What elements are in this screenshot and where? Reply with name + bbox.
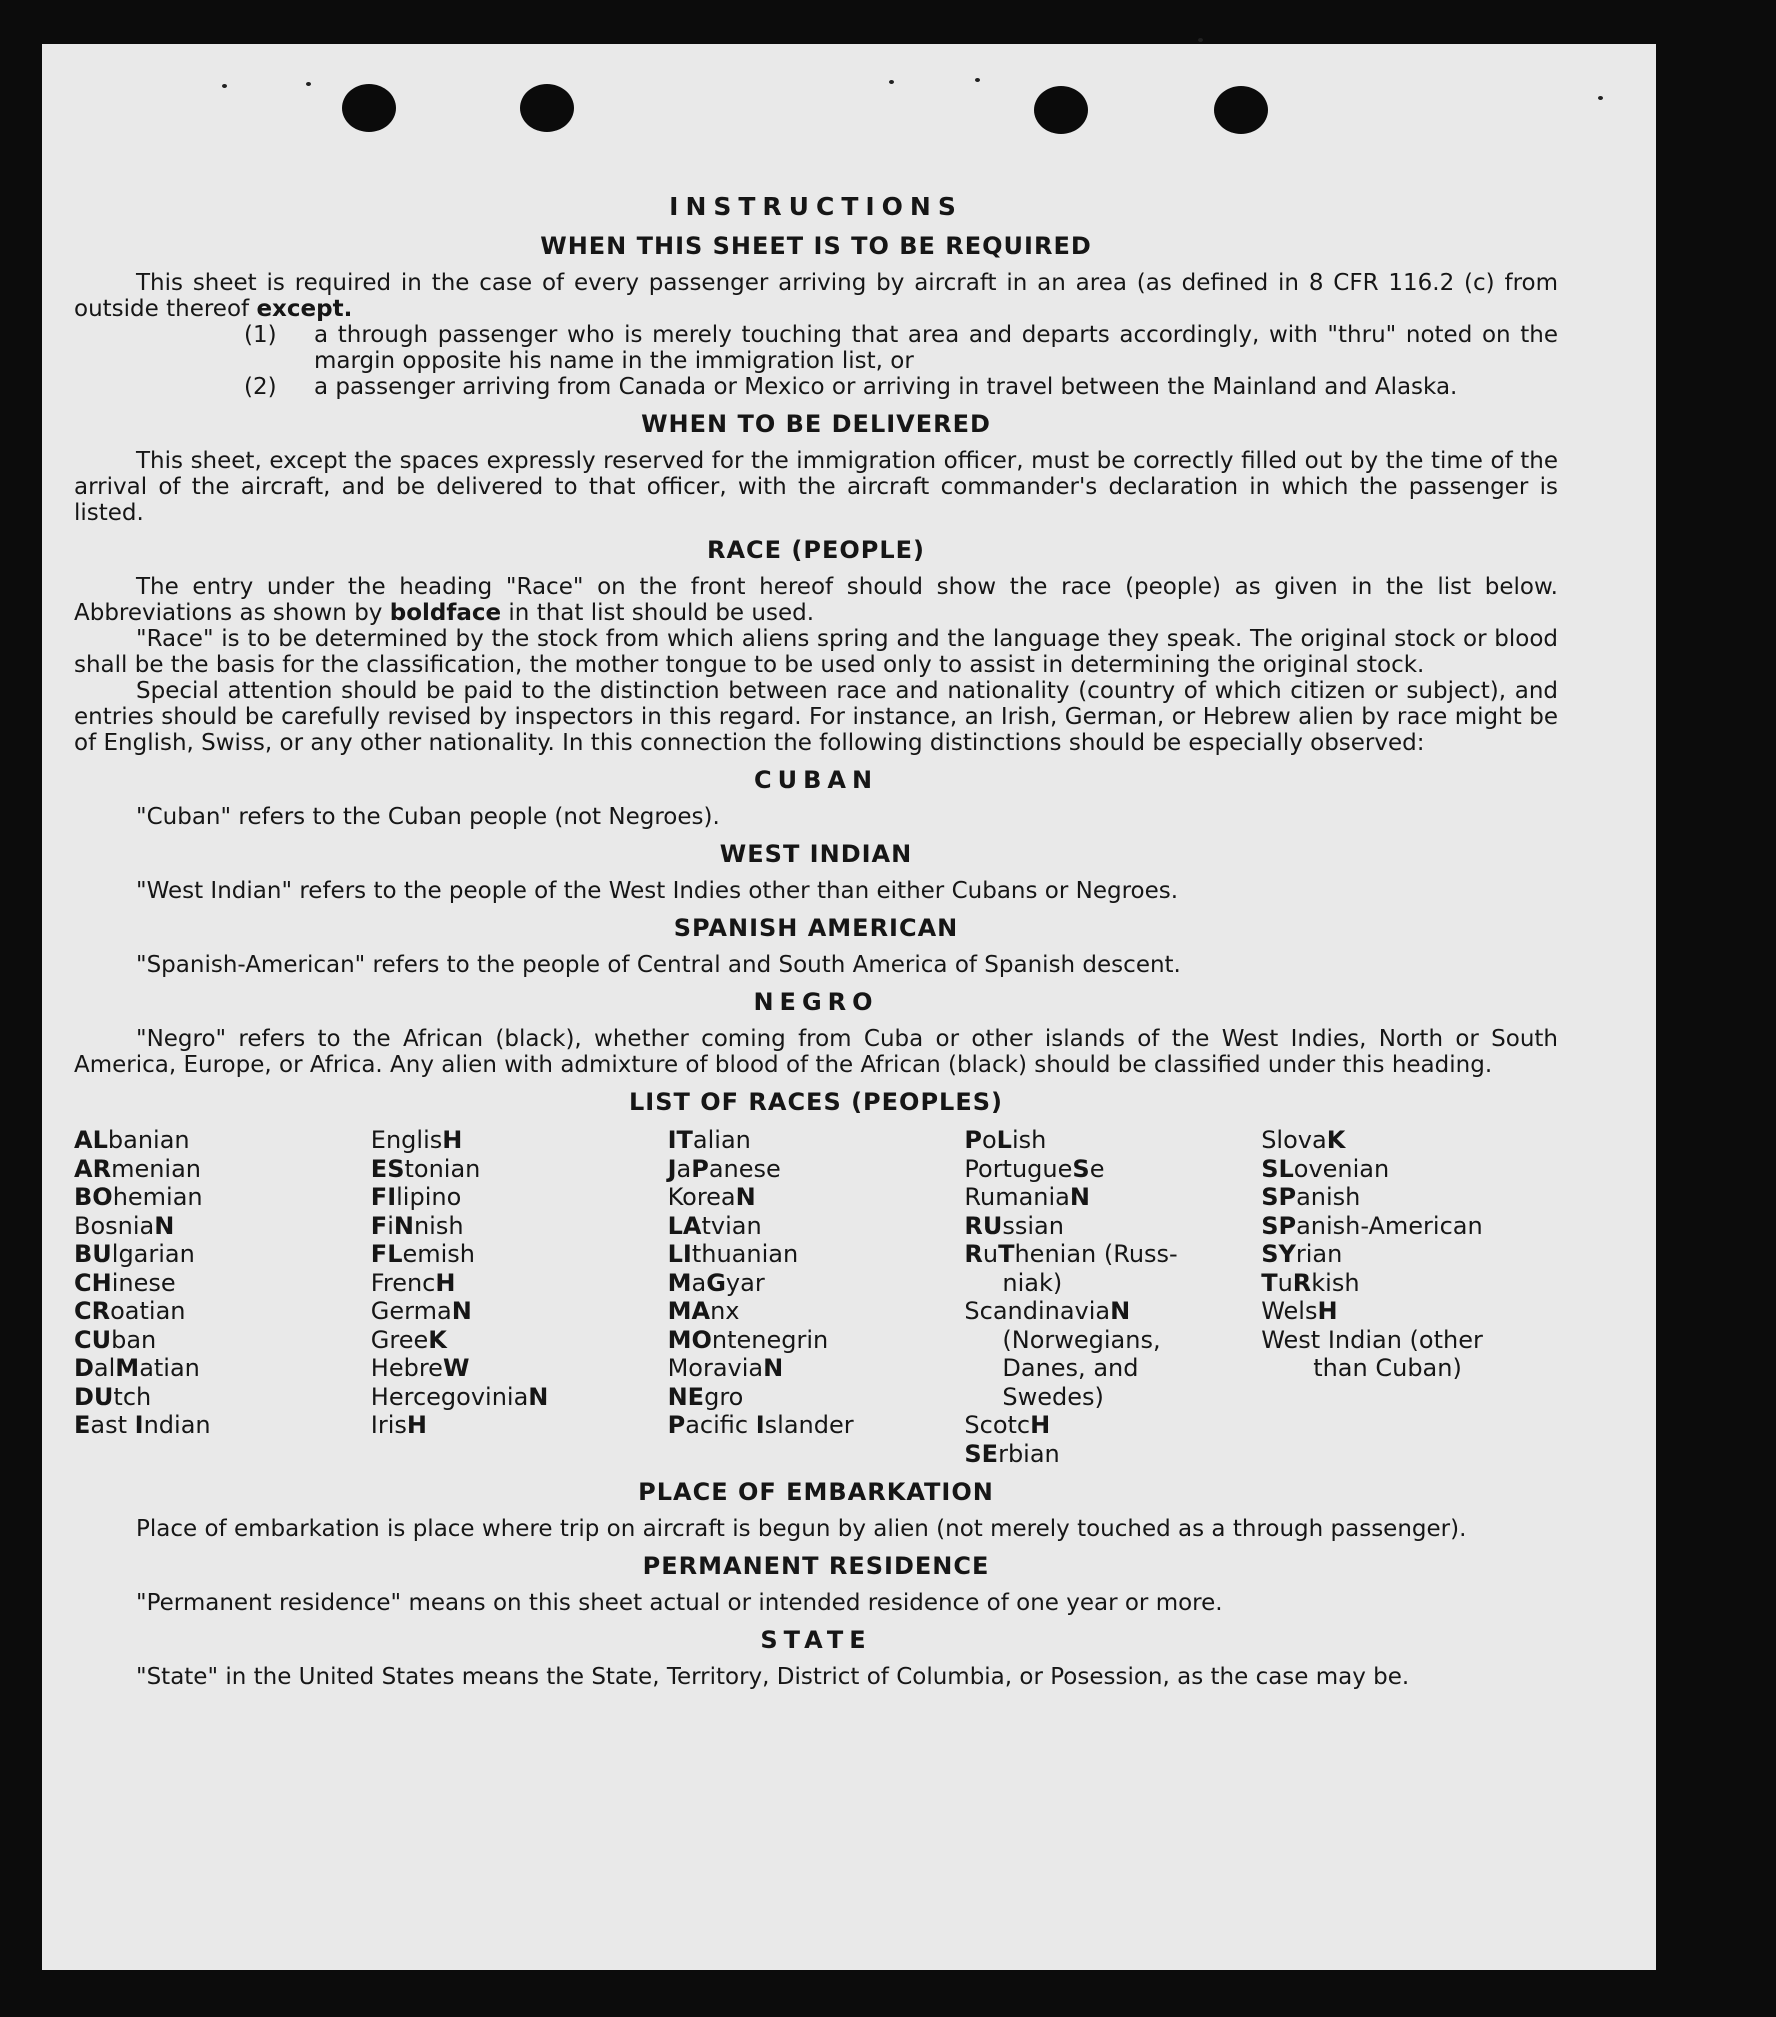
race-text: ndian (143, 1411, 211, 1439)
abbreviation: M (115, 1354, 140, 1382)
abbreviation: H (435, 1268, 456, 1297)
speck (975, 78, 980, 82)
race-entry (74, 1326, 371, 1355)
race-column (668, 1126, 965, 1468)
abbreviation: LA (667, 1211, 702, 1240)
race-entry (74, 1240, 371, 1269)
race-entry (1261, 1240, 1558, 1269)
race-text: ssian (1002, 1211, 1064, 1240)
heading-spanish-american: SPANISH AMERICAN (673, 914, 959, 942)
race-text: Germa (370, 1297, 452, 1325)
race-entry (371, 1297, 668, 1326)
race-text: Wels (1261, 1297, 1318, 1325)
abbreviation: RU (964, 1211, 1003, 1240)
race-text: atian (139, 1354, 200, 1382)
heading-embarkation: PLACE OF EMBARKATION (638, 1478, 994, 1506)
race-entry (964, 1354, 1261, 1383)
race-entry (371, 1240, 668, 1269)
speck (1598, 96, 1603, 100)
exception-item: (2) a passenger arriving from Canada or Mexico or arriving in travel between the Mainland and Alaska. (244, 374, 1458, 400)
race-text: Frenc (370, 1268, 436, 1297)
race-text: rian (1295, 1240, 1343, 1268)
heading-negro: NEGRO (753, 988, 879, 1016)
race-entry (964, 1269, 1261, 1298)
abbreviation: FI (370, 1183, 397, 1211)
race-text: gro (704, 1382, 744, 1411)
race-entry (668, 1269, 965, 1298)
abbreviation: W (442, 1354, 470, 1382)
race-entry (668, 1155, 965, 1184)
race-entry (964, 1411, 1261, 1440)
abbreviation: D (74, 1354, 94, 1382)
abbreviation: N (528, 1382, 549, 1411)
race-entry (668, 1183, 965, 1212)
race-text: Danes, and (1002, 1354, 1139, 1382)
race-entry (74, 1383, 371, 1412)
required-text: This sheet is required in the case of every passenger arriving by aircraft in an area (as defined in 8 CFR 116.2 (c) from outside thereof except. (74, 270, 1558, 322)
abbreviation: BU (74, 1240, 112, 1268)
race-entry (371, 1354, 668, 1383)
race-text: banian (107, 1126, 190, 1154)
race-text: emish (402, 1240, 476, 1268)
race-entry (964, 1212, 1261, 1241)
race-text: than Cuban) (1313, 1354, 1462, 1382)
race-text: al (93, 1354, 116, 1382)
heading-list-of-races: LIST OF RACES (PEOPLES) (629, 1088, 1003, 1116)
race-entry (668, 1326, 965, 1355)
race-text: Slova (1261, 1126, 1327, 1154)
abbreviation: N (735, 1183, 756, 1211)
race-entry (668, 1212, 965, 1241)
race-text: Portugue (964, 1154, 1073, 1183)
race-text: henian (Russ- (1014, 1240, 1178, 1268)
residence-text: "Permanent residence" means on this sheet actual or intended residence of one year or more. (136, 1590, 1223, 1616)
west-indian-text: "West Indian" refers to the people of the West Indies other than either Cubans or Negroes. (136, 878, 1179, 904)
abbreviation: E (74, 1411, 91, 1439)
race-entry (74, 1155, 371, 1184)
race-text: West Indian (other (1261, 1325, 1483, 1354)
race-entry (964, 1240, 1261, 1269)
race-text: e (1089, 1154, 1105, 1183)
race-text: Rumania (964, 1183, 1070, 1211)
race-entry (74, 1269, 371, 1298)
race-entry (371, 1155, 668, 1184)
cuban-text: "Cuban" refers to the Cuban people (not Negroes). (136, 804, 720, 830)
abbreviation: I (755, 1411, 765, 1439)
delivered-text: This sheet, except the spaces expressly reserved for the immigration officer, must be correctly filled out by the time of the arrival of the aircraft, and be delivered to that officer, with the aircraft commander's declaration in which the passenger is listed. (74, 448, 1558, 526)
race-text: menian (111, 1154, 202, 1183)
race-entry (668, 1383, 965, 1412)
race-entry (371, 1212, 668, 1241)
abbreviation: MA (667, 1297, 711, 1325)
abbreviation: FL (370, 1240, 403, 1268)
abbreviation: N (154, 1211, 175, 1240)
abbreviation: DU (74, 1382, 114, 1411)
race-text: rbian (998, 1439, 1060, 1468)
abbreviation: T (998, 1240, 1015, 1268)
race-column (964, 1126, 1261, 1468)
abbreviation: H (442, 1126, 463, 1154)
speck (1198, 38, 1203, 42)
abbreviation: K (428, 1325, 447, 1354)
race-text: lipino (396, 1183, 462, 1211)
heading-delivered: WHEN TO BE DELIVERED (641, 410, 991, 438)
race-text: anish (1296, 1183, 1361, 1211)
race-text: ish (1011, 1126, 1047, 1154)
race-column (371, 1126, 668, 1468)
abbreviation: S (1072, 1154, 1090, 1183)
abbreviation: CR (74, 1297, 111, 1325)
race-text: ban (111, 1325, 157, 1354)
race-text: alian (692, 1126, 751, 1154)
race-text: tch (113, 1382, 152, 1411)
race-entry (964, 1126, 1261, 1155)
abbreviation: N (1069, 1183, 1090, 1211)
race-text: u (1277, 1268, 1293, 1297)
abbreviation: NE (667, 1382, 705, 1411)
abbreviation: CH (74, 1268, 112, 1297)
race-text: oatian (110, 1297, 186, 1325)
exception-list (74, 322, 1558, 400)
race-text: Englis (370, 1126, 443, 1154)
race-text: tonian (404, 1154, 481, 1183)
race-text: Moravia (667, 1354, 764, 1382)
race-entry (74, 1212, 371, 1241)
heading-required: WHEN THIS SHEET IS TO BE REQUIRED (540, 232, 1092, 260)
abbreviation: R (964, 1240, 983, 1268)
abbreviation: LI (667, 1240, 692, 1268)
race-text: Korea (667, 1183, 736, 1211)
race-entry (964, 1297, 1261, 1326)
race-text: Bosnia (74, 1211, 155, 1240)
race-entry (74, 1297, 371, 1326)
abbreviation: IT (667, 1126, 693, 1154)
race-text: u (982, 1240, 999, 1268)
abbreviation: ES (370, 1154, 405, 1183)
abbreviation: N (1110, 1297, 1131, 1325)
race-text: Scandinavia (964, 1297, 1111, 1325)
race-entry (1261, 1326, 1558, 1355)
speck (222, 84, 227, 88)
negro-text: "Negro" refers to the African (black), whether coming from Cuba or other islands of the West Indies, North or South America, Europe, or Africa. Any alien with admixture of blood of the African (black) should be classified under this heading. (74, 1026, 1558, 1078)
abbreviation: SP (1261, 1183, 1297, 1211)
race-column (1261, 1126, 1558, 1468)
abbreviation: J (667, 1154, 677, 1183)
abbreviation: AL (74, 1126, 108, 1154)
race-text: Gree (370, 1325, 429, 1354)
race-entry (668, 1240, 965, 1269)
exception-item: (1) a through passenger who is merely touching that area and departs accordingly, with "thru" noted on the margin opposite his name in the immigration list, or (244, 322, 1558, 374)
abbreviation: SY (1261, 1240, 1296, 1268)
race-paragraph-2: "Race" is to be determined by the stock from which aliens spring and the language they speak. The original stock or blood shall be the basis for the classification, the mother tongue to be used only to assist in determining the original stock. (74, 626, 1558, 678)
race-text: thuanian (691, 1240, 799, 1268)
speck (889, 80, 894, 84)
race-column (74, 1126, 371, 1468)
punch-hole (342, 84, 396, 132)
race-text: hemian (112, 1183, 203, 1211)
race-entry (668, 1126, 965, 1155)
abbreviation: N (393, 1211, 414, 1240)
abbreviation: M (667, 1268, 692, 1297)
abbreviation: L (996, 1126, 1012, 1154)
race-entry (964, 1440, 1261, 1469)
punch-hole (1214, 86, 1268, 134)
race-paragraph-1: The entry under the heading "Race" on the front hereof should show the race (people) as given in the list below. Abbreviations as shown by boldface in that list should be used. (74, 574, 1558, 626)
abbreviation: R (1292, 1268, 1312, 1297)
spanish-american-text: "Spanish-American" refers to the people of Central and South America of Spanish descent. (136, 952, 1181, 978)
race-entry (371, 1383, 668, 1412)
race-text: a (676, 1154, 692, 1183)
race-entry (1261, 1126, 1558, 1155)
abbreviation: H (1030, 1411, 1051, 1439)
race-entry (74, 1354, 371, 1383)
race-text: Scotc (964, 1411, 1031, 1439)
embarkation-text: Place of embarkation is place where trip on aircraft is begun by alien (not merely touched as a through passenger). (136, 1516, 1467, 1542)
race-entry (74, 1411, 371, 1440)
race-entry (964, 1326, 1261, 1355)
state-text: "State" in the United States means the State, Territory, District of Columbia, or Posession, as the case may be. (136, 1664, 1410, 1690)
abbreviation: SL (1261, 1154, 1294, 1183)
race-entry (1261, 1354, 1558, 1383)
abbreviation: P (691, 1154, 709, 1183)
race-entry (1261, 1183, 1558, 1212)
abbreviation: T (1261, 1268, 1278, 1297)
abbreviation: P (667, 1411, 686, 1439)
heading-residence: PERMANENT RESIDENCE (642, 1552, 990, 1580)
abbreviation: I (134, 1411, 144, 1439)
race-text: Hercegovinia (370, 1382, 529, 1411)
race-text: kish (1311, 1268, 1360, 1297)
page-title: INSTRUCTIONS (669, 192, 963, 221)
race-entry (371, 1326, 668, 1355)
race-text: acific (685, 1411, 756, 1439)
race-text: nx (710, 1297, 740, 1325)
abbreviation: MO (667, 1325, 712, 1354)
speck (306, 82, 311, 86)
abbreviation: N (763, 1354, 784, 1382)
abbreviation: CU (74, 1325, 112, 1354)
race-entry (371, 1126, 668, 1155)
abbreviation: AR (74, 1154, 112, 1183)
race-entry (964, 1183, 1261, 1212)
race-text: i (387, 1211, 394, 1240)
race-text: Iris (370, 1411, 407, 1439)
race-text: Swedes) (1002, 1382, 1104, 1411)
race-entry (964, 1383, 1261, 1412)
abbreviation: H (406, 1411, 428, 1439)
race-text: a (691, 1268, 707, 1297)
race-text: niak) (1002, 1268, 1063, 1297)
race-text: o (981, 1126, 997, 1154)
race-entry (371, 1183, 668, 1212)
race-entry (371, 1269, 668, 1298)
race-entry (964, 1155, 1261, 1184)
race-text: ntenegrin (711, 1325, 829, 1354)
race-text: nish (413, 1211, 464, 1240)
abbreviation: F (370, 1211, 388, 1240)
heading-west-indian: WEST INDIAN (719, 840, 913, 868)
race-text: anese (708, 1154, 781, 1183)
punch-hole (520, 84, 574, 132)
race-text: ast (90, 1411, 135, 1439)
race-entry (668, 1354, 965, 1383)
race-entry (371, 1411, 668, 1440)
abbreviation: N (451, 1297, 472, 1325)
race-text: anish-American (1296, 1211, 1483, 1240)
race-text: lgarian (111, 1240, 195, 1268)
heading-state: STATE (760, 1626, 872, 1654)
race-entry (1261, 1212, 1558, 1241)
instructions-content (74, 146, 1558, 1690)
race-text: inese (111, 1268, 176, 1297)
race-text: Hebre (370, 1354, 443, 1382)
race-entry (1261, 1297, 1558, 1326)
race-text: tvian (701, 1211, 762, 1240)
abbreviation: SP (1261, 1211, 1297, 1240)
race-list (74, 1126, 1558, 1468)
abbreviation: BO (74, 1183, 113, 1211)
race-entry (668, 1411, 965, 1440)
abbreviation: P (964, 1126, 982, 1154)
punch-hole (1034, 86, 1088, 134)
heading-cuban: CUBAN (753, 766, 879, 794)
race-text: ovenian (1293, 1154, 1390, 1183)
race-entry (668, 1297, 965, 1326)
race-text: (Norwegians, (1002, 1325, 1161, 1354)
race-text: yar (725, 1268, 765, 1297)
race-paragraph-3: Special attention should be paid to the distinction between race and nationality (country of which citizen or subject), and entries should be carefully revised by inspectors in this regard. For instance, an Irish, German, or Hebrew alien by race might be of English, Swiss, or any other nationality. In this connection the following distinctions should be especially observed: (74, 678, 1558, 756)
abbreviation: K (1326, 1126, 1346, 1154)
race-entry (74, 1126, 371, 1155)
race-text: slander (764, 1411, 854, 1439)
heading-race: RACE (PEOPLE) (706, 536, 926, 564)
race-entry (1261, 1269, 1558, 1298)
race-entry (74, 1183, 371, 1212)
race-entry (1261, 1155, 1558, 1184)
abbreviation: SE (964, 1439, 999, 1468)
abbreviation: H (1317, 1297, 1338, 1325)
abbreviation: G (706, 1268, 726, 1297)
